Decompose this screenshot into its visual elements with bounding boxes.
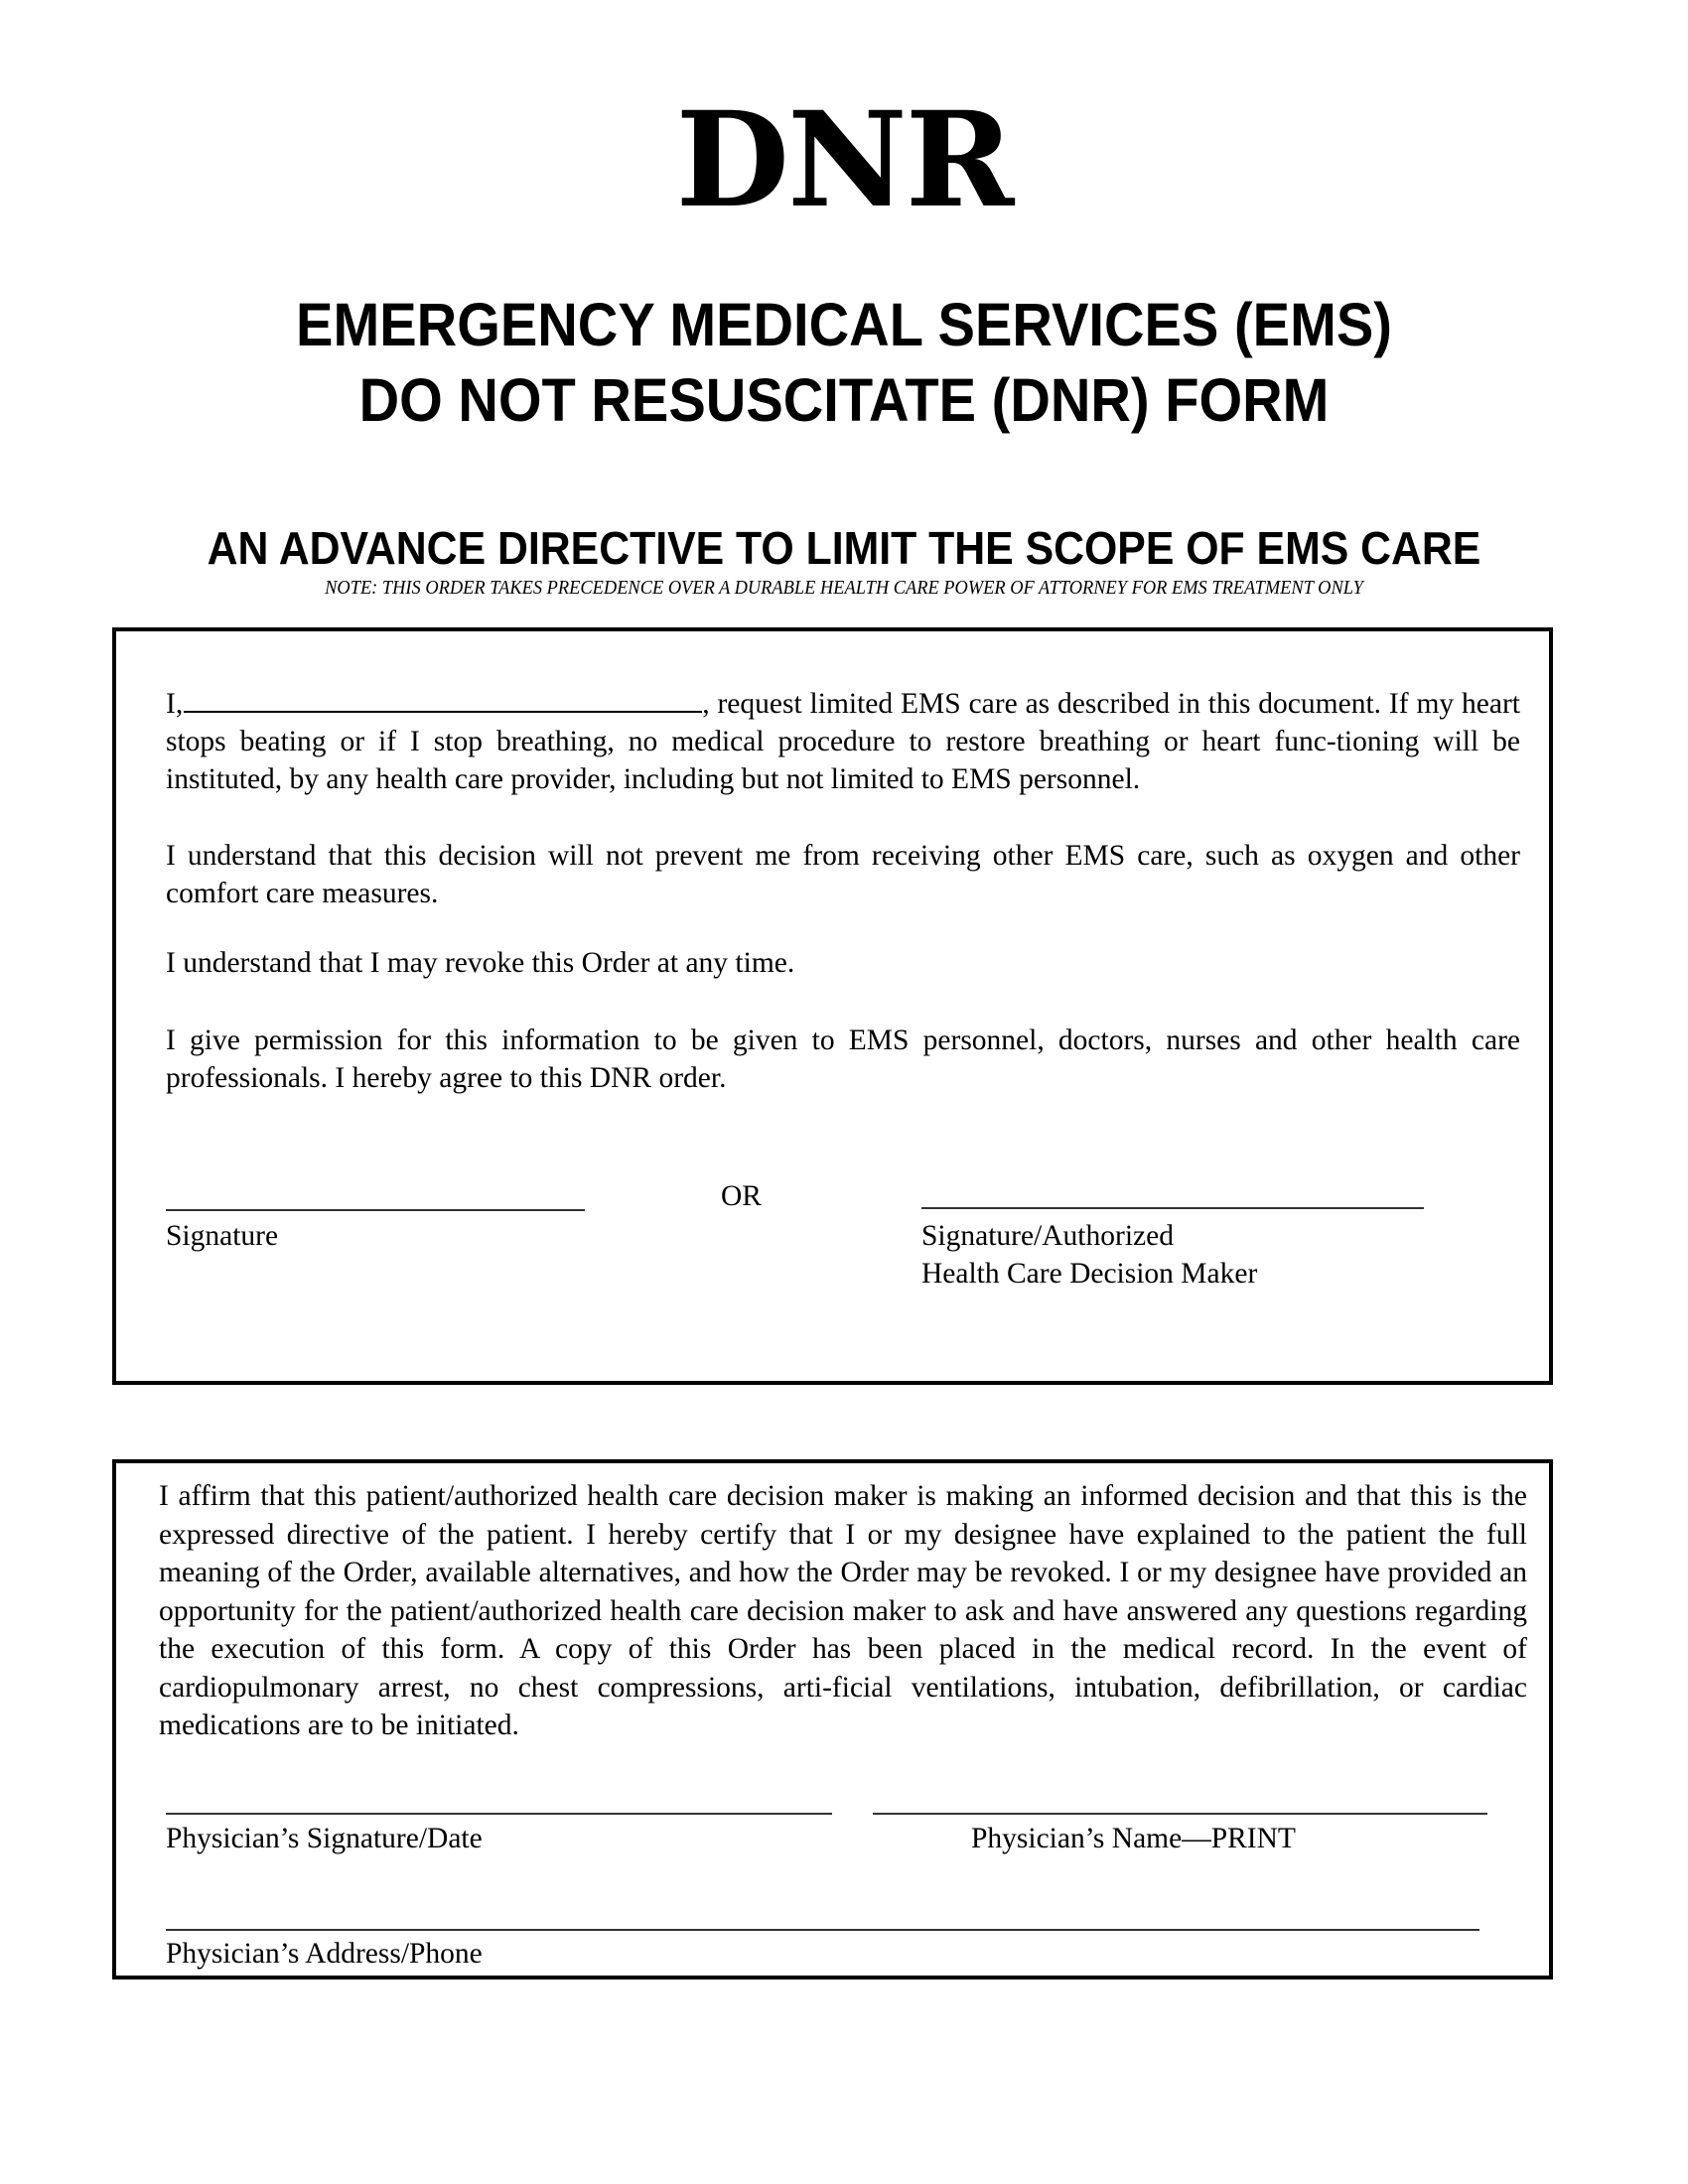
physician-affirmation-text: I affirm that this patient/authorized health care decision maker is making an informed decision and that this is the expressed directive of the patient. I hereby certify that I or my designee have explained to the patient the full meaning of the Order, available alternatives, and how the Order may be revoked. I or my designee have provided an opportunity for the patient/authorized health care decision maker to ask and have answered any questions regarding the execution of this form. A copy of this Order has been placed in the medical record. In the event of cardiopulmonary arrest, no chest compressions, arti-ficial ventilations, intubation, defibrillation, or cardiac medications are to be initiated. — [159, 1480, 1527, 1741]
authorized-signature-label — [921, 1217, 1257, 1293]
patient-name-field[interactable] — [184, 685, 702, 713]
physician-address-phone-field[interactable] — [166, 1929, 1479, 1931]
intro-text: , request limited EMS care as described in this document. If my heart stops beating or if I stop breathing, no medical procedure to restore breathing or heart func-tioning will be instituted, by any health care provider, including but not limited to EMS personnel. — [166, 688, 1520, 795]
physician-name-label: Physician’s Name—PRINT — [971, 1823, 1296, 1854]
patient-signature-label: Signature — [166, 1220, 279, 1252]
comfort-care-paragraph: I understand that this decision will not prevent me from receiving other EMS care, such as oxygen and other comfort care measures. — [166, 840, 1520, 909]
patient-signature-field[interactable] — [166, 1209, 585, 1211]
physician-name-field[interactable] — [873, 1813, 1487, 1815]
form-subtitle: AN ADVANCE DIRECTIVE TO LIMIT THE SCOPE OF EMS CARE — [207, 522, 1481, 574]
precedence-note: NOTE: THIS ORDER TAKES PRECEDENCE OVER A DURABLE HEALTH CARE POWER OF ATTORNEY FOR EMS TREATMENT ONLY — [325, 577, 1363, 599]
physician-signature-date-field[interactable] — [166, 1813, 832, 1815]
form-title-line-1: EMERGENCY MEDICAL SERVICES (EMS) — [296, 291, 1392, 358]
authorized-signature-field[interactable] — [921, 1207, 1424, 1209]
patient-request-paragraph — [166, 685, 1520, 798]
physician-address-phone-label: Physician’s Address/Phone — [166, 1938, 483, 1970]
authorized-signature-label-line-1: Signature/Authorized — [921, 1220, 1174, 1252]
or-label: OR — [721, 1180, 762, 1212]
document-title-dnr: DNR — [675, 83, 1013, 237]
permission-paragraph: I give permission for this information to be given to EMS personnel, doctors, nurses and other health care professionals. I hereby agree to this DNR order. — [166, 1024, 1520, 1094]
physician-signature-date-label: Physician’s Signature/Date — [166, 1823, 483, 1854]
intro-prefix: I, — [166, 688, 184, 720]
authorized-signature-label-line-2: Health Care Decision Maker — [921, 1258, 1258, 1290]
revoke-paragraph: I understand that I may revoke this Order at any time. — [166, 947, 795, 979]
form-title-line-2: DO NOT RESUSCITATE (DNR) FORM — [358, 366, 1330, 434]
